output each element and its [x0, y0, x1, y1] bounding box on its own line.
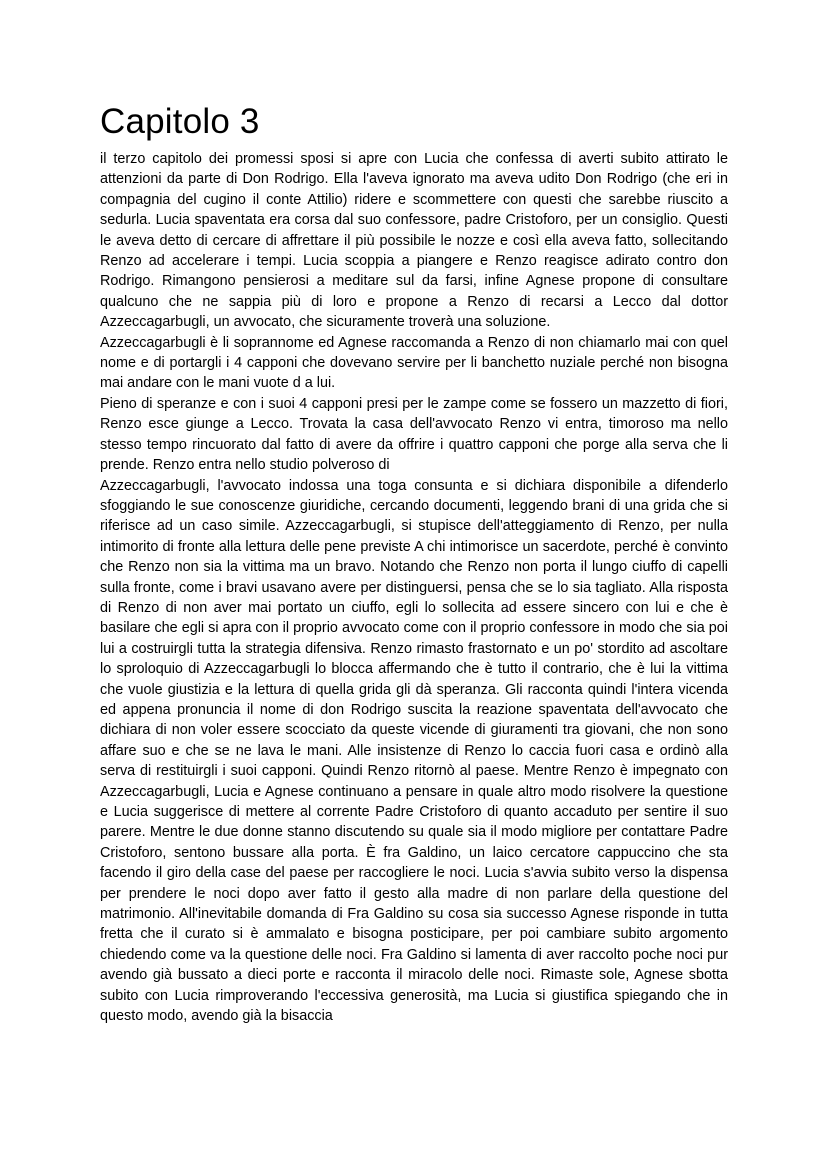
chapter-body	[100, 149, 728, 1026]
paragraph-3: Pieno di speranze e con i suoi 4 capponi presi per le zampe come se fossero un mazzetto di fiori, Renzo esce giunge a Lecco. Trovata la casa dell'avvocato Renzo vi entra, timoroso ma nello stesso tempo rincuorato dal fatto di avere da offrire i quattro capponi che porge alla serva che li prende. Renzo entra nello studio polveroso di	[100, 395, 728, 474]
paragraph-1: il terzo capitolo dei promessi sposi si apre con Lucia che confessa di averti subito attirato le attenzioni da parte di Don Rodrigo. Ella l'aveva ignorato ma aveva udito Don Rodrigo (che eri in compagnia del cugino il conte Attilio) ridere e scommettere con questi che sarebbe riuscito a sedurla. Lucia spaventata era corsa dal suo confessore, padre Cristoforo, per un consiglio. Questi le aveva detto di cercare di affrettare il più possibile le nozze e così ella aveva fatto, sollecitando Renzo ad accelerare i tempi. Lucia scoppia a piangere e Renzo reagisce adirato contro don Rodrigo. Rimangono pensierosi a meditare sul da farsi, infine Agnese propone di consultare qualcuno che ne sappia più di loro e propone a Renzo di recarsi a Lecco dal dottor Azzeccagarbugli, un avvocato, che sicuramente troverà una soluzione.	[100, 151, 728, 331]
paragraph-4: Azzeccagarbugli, l'avvocato indossa una toga consunta e si dichiara disponibile a difenderlo sfoggiando le sue conoscenze giuridiche, cercando documenti, leggendo brani di una grida che si riferisce ad un caso simile. Azzeccagarbugli, si stupisce dell'atteggiamento di Renzo, per nulla intimorito di fronte alla lettura delle pene previste A chi intimorisce un sacerdote, perché è convinto che Renzo non sia la vittima ma un bravo. Notando che Renzo non porta il lungo ciuffo di capelli sulla fronte, come i bravi usavano avere per distinguersi, pensa che se lo sia tagliato. Alla risposta di Renzo di non aver mai portato un ciuffo, egli lo sollecita ad essere sincero con lui e che è basilare che egli si apra con il proprio avvocato come con il proprio confessore in modo che sia poi lui a costruirgli tutta la strategia difensiva. Renzo rimasto frastornato e un po' stordito ad ascoltare lo sproloquio di Azzeccagarbugli lo blocca affermando che è tutto il contrario, che è lui la vittima che vuole giustizia e la lettura di quella grida gli dà speranza. Gli racconta quindi l'intera vicenda ed appena pronuncia il nome di don Rodrigo suscita la reazione spaventata dell'avvocato che dichiara di non voler essere scocciato da queste vicende di giuramenti tra giovani, che non sono affare suo e che se ne lava le mani. Alle insistenze di Renzo lo caccia fuori casa e ordinò alla serva di restituirgli i suoi capponi. Quindi Renzo ritornò al paese. Mentre Renzo è impegnato con Azzeccagarbugli, Lucia e Agnese continuano a pensare in quale altro modo risolvere la questione e Lucia suggerisce di mettere al corrente Padre Cristoforo di quanto accaduto per sentire il suo parere. Mentre le due donne stanno discutendo su quale sia il modo migliore per contattare Padre Cristoforo, sentono bussare alla porta. È fra Galdino, un laico cercatore cappuccino che sta facendo il giro della case del paese per raccogliere le noci. Lucia s'avvia subito verso la dispensa per prendere le noci dopo aver fatto il gesto alla madre di non parlare della questione del matrimonio. All'inevitabile domanda di Fra Galdino su cosa sia successo Agnese risponde in tutta fretta che il curato si è ammalato e bisogna posticipare, per poi cambiare subito argomento chiedendo come va la questione delle noci. Fra Galdino si lamenta di aver raccolto poche noci pur avendo già bussato a dieci porte e racconta il miracolo delle noci. Rimaste sole, Agnese sbotta subito con Lucia rimproverando l'eccessiva generosità, ma Lucia si giustifica spiegando che in questo modo, avendo già la bisaccia	[100, 477, 728, 1025]
paragraph-2: Azzeccagarbugli è li soprannome ed Agnese raccomanda a Renzo di non chiamarlo mai con quel nome e di portargli i 4 capponi che dovevano servire per li banchetto nuziale perché non bisogna mai andare con le mani vuote d a lui.	[100, 334, 728, 392]
chapter-title: Capitolo 3	[100, 102, 260, 141]
document-page	[100, 96, 728, 1026]
